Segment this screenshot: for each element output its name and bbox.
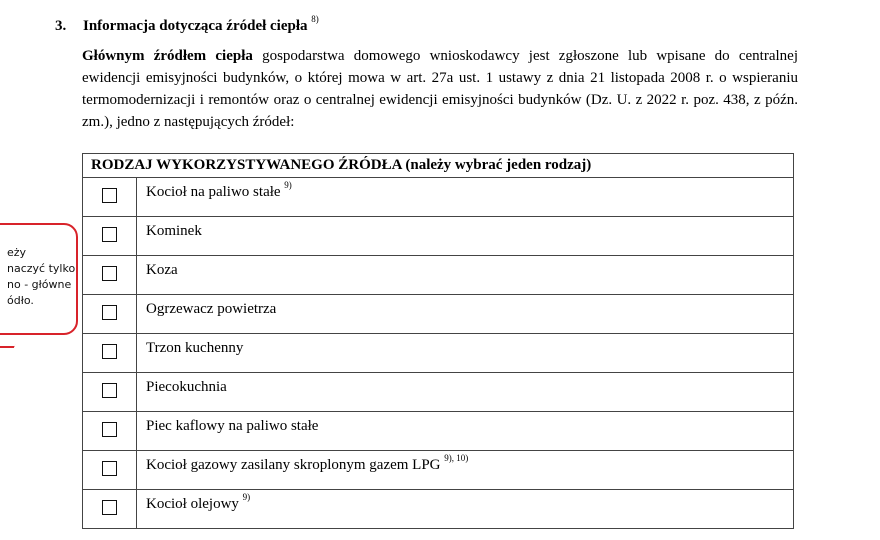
table-header-row: [83, 154, 794, 178]
table-row: [83, 217, 794, 256]
table-row: [83, 256, 794, 295]
section-number: 3.: [55, 18, 67, 34]
table-body: [83, 178, 794, 529]
source-checkbox[interactable]: [102, 266, 117, 281]
source-checkbox[interactable]: [102, 500, 117, 515]
checkbox-cell: [83, 373, 137, 412]
annotation-line: naczyć tylko: [7, 262, 76, 275]
source-label-cell: [137, 373, 794, 412]
source-footnote: 9): [284, 180, 292, 190]
source-checkbox[interactable]: [102, 305, 117, 320]
source-label: Kocioł na paliwo stałe: [146, 184, 281, 200]
source-checkbox[interactable]: [102, 344, 117, 359]
checkbox-cell: [83, 217, 137, 256]
table-header: RODZAJ WYKORZYSTYWANEGO ŹRÓDŁA (należy wybrać jeden rodzaj): [83, 154, 794, 178]
source-label: Trzon kuchenny: [146, 340, 244, 356]
source-label-cell: [137, 412, 794, 451]
annotation-line: no - główne: [7, 278, 72, 291]
section-heading: [55, 14, 319, 35]
heat-source-table: [82, 153, 794, 529]
section-title: Informacja dotycząca źródeł ciepła: [83, 18, 308, 34]
table-row: [83, 295, 794, 334]
source-label-cell: [137, 256, 794, 295]
section-footnote: 8): [311, 14, 319, 24]
source-label-cell: [137, 178, 794, 217]
intro-lead: Głównym źródłem ciepła: [82, 48, 253, 64]
source-label-cell: [137, 217, 794, 256]
source-label: Kominek: [146, 223, 202, 239]
checkbox-cell: [83, 451, 137, 490]
source-footnote: 9): [242, 492, 251, 502]
source-label-cell: [137, 334, 794, 373]
checkbox-cell: [83, 412, 137, 451]
checkbox-cell: [83, 334, 137, 373]
intro-paragraph: [82, 45, 798, 133]
table-row: [83, 451, 794, 490]
intro-text: gospodarstwa domowego wnioskodawcy jest zgłoszone lub wpisane do centralnej ewidencji emisyjności budynków, o której mowa w art. 27a ust. 1 ustawy z dnia 21 listopada 2008 r. o wspieraniu termomodernizacji i remontów oraz o centralnej ewidencji emisyjności budynków (Dz. U. z 2022 r. poz. 438, z późn. zm.), jedno z następujących źródeł:: [82, 48, 798, 130]
source-checkbox[interactable]: [102, 461, 117, 476]
source-label: Koza: [146, 262, 178, 278]
source-label: Piecokuchnia: [146, 379, 227, 395]
annotation-line: eży: [7, 246, 27, 259]
source-label: Piec kaflowy na paliwo stałe: [146, 418, 319, 434]
table-row: [83, 412, 794, 451]
source-label-cell: [137, 490, 794, 529]
checkbox-cell: [83, 256, 137, 295]
source-checkbox[interactable]: [102, 227, 117, 242]
source-label: Kocioł olejowy: [146, 496, 239, 512]
source-checkbox[interactable]: [102, 383, 117, 398]
table-row: [83, 178, 794, 217]
table-row: [83, 373, 794, 412]
annotation-pointer: [0, 326, 22, 348]
annotation-line: ódło.: [7, 294, 34, 307]
source-label: Kocioł gazowy zasilany skroplonym gazem LPG: [146, 457, 441, 473]
source-label: Ogrzewacz powietrza: [146, 301, 277, 317]
source-footnote: 9), 10): [444, 453, 469, 463]
table-row: [83, 490, 794, 529]
checkbox-cell: [83, 490, 137, 529]
table-row: [83, 334, 794, 373]
source-label-cell: [137, 451, 794, 490]
checkbox-cell: [83, 295, 137, 334]
source-checkbox[interactable]: [102, 188, 117, 203]
annotation-note: [0, 223, 78, 335]
checkbox-cell: [83, 178, 137, 217]
source-label-cell: [137, 295, 794, 334]
source-checkbox[interactable]: [102, 422, 117, 437]
